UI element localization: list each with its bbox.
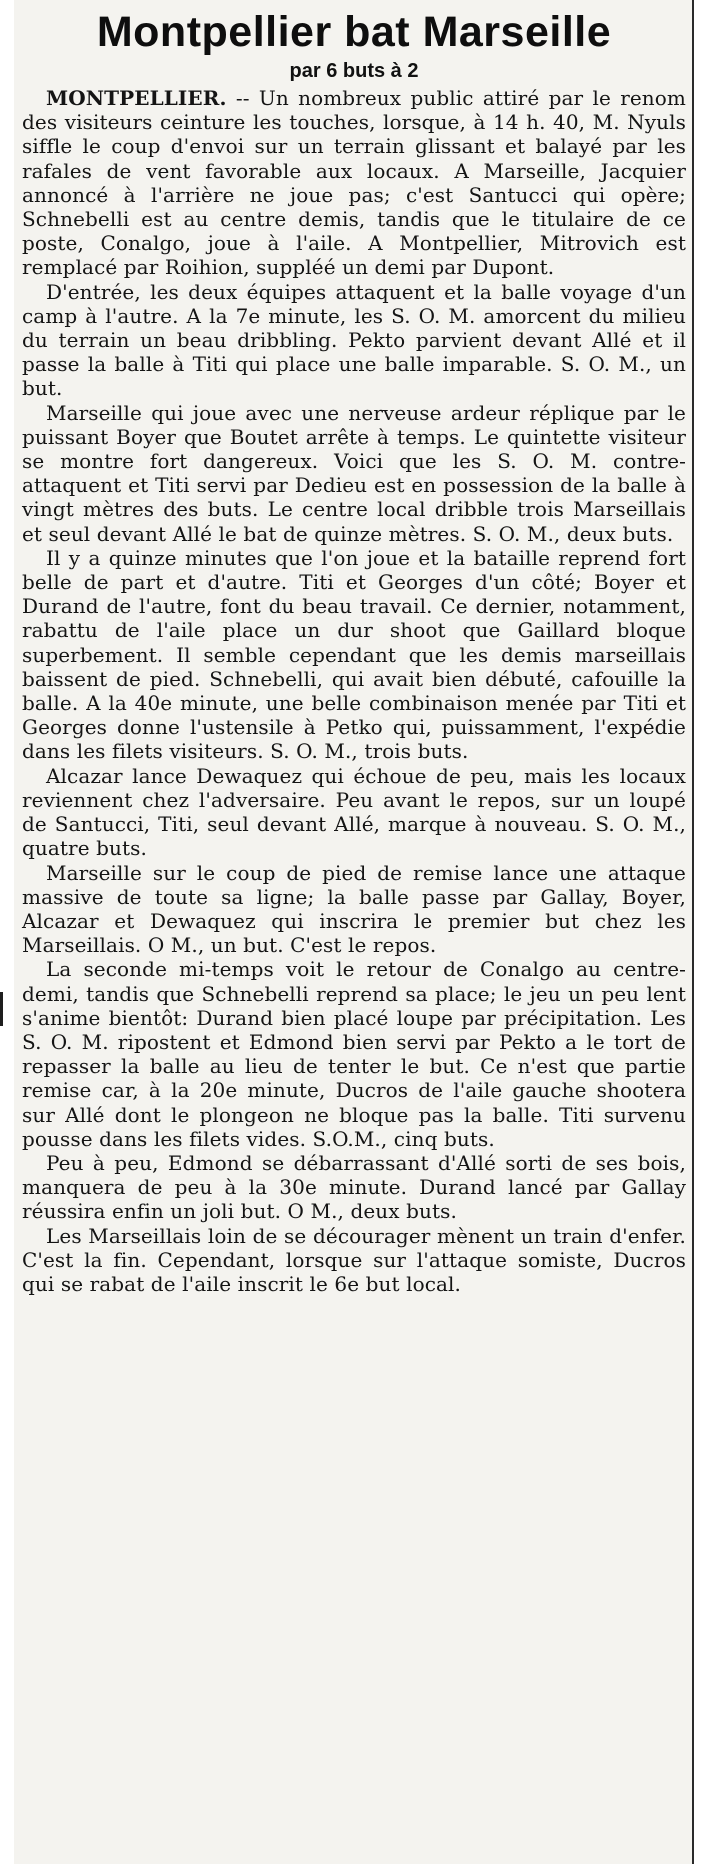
- article-paragraph: Marseille qui joue avec une nerveuse ardeur réplique par le puissant Boyer que Boutet arrête à temps. Le quintette visiteur se montre fort dangereux. Voici que les S. O. M. contre-attaquent et Titi servi par Dedieu est en possession de la balle à vingt mètres des buts. Le centre local dribble trois Marseillais et seul devant Allé le bat de quinze mètres. S. O. M., deux buts.: [22, 400, 686, 546]
- article-paragraph: La seconde mi-temps voit le retour de Conalgo au centre-demi, tandis que Schnebelli reprend sa place; le jeu un peu lent s'anime bientôt: Durand bien placé loupe par précipitation. Les S. O. M. ripostent et Edmond bien servi par Pekto a le tort de repasser la balle au lieu de tenter le but. Ce n'est que partie remise car, à la 20e minute, Ducros de l'aile gauche shootera sur Allé dont le plongeon ne bloque pas la balle. Titi survenu pousse dans les filets vides. S.O.M., cinq buts.: [22, 957, 686, 1151]
- article-paragraph: Il y a quinze minutes que l'on joue et la bataille reprend fort belle de part et d'autre. Titi et Georges d'un côté; Boyer et Durand de l'autre, font du beau travail. Ce dernier, notamment, rabattu de l'aile place un dur shoot que Gaillard bloque superbement. Il semble cependant que les demis marseillais baissent de pied. Schnebelli, qui avait bien débuté, cafouille la balle. A la 40e minute, une belle combinaison menée par Titi et Georges donne l'ustensile à Petko qui, puissamment, l'expédie dans les filets visiteurs. S. O. M., trois buts.: [22, 545, 686, 764]
- edge-mark: [0, 992, 3, 1026]
- article-paragraph: Alcazar lance Dewaquez qui échoue de peu, mais les locaux reviennent chez l'adversaire. Peu avant le repos, sur un loupé de Santucci, Titi, seul devant Allé, marque à nouveau. S. O. M., quatre buts.: [22, 763, 686, 861]
- column-rule-right: [692, 0, 694, 1864]
- paragraph-text: -- Un nombreux public attiré par le renom des visiteurs ceinture les touches, lorsque, à 14 h. 40, M. Nyuls siffle le coup d'envoi sur un terrain glissant et balayé par les rafales de vent favorable aux locaux. A Marseille, Jacquier annoncé à l'arrière ne joue pas; c'est Santucci qui opère; Schnebelli est au centre demis, tandis que le titulaire de ce poste, Conalgo, joue à l'aile. A Montpellier, Mitrovich est remplacé par Roihion, suppléé un demi par Dupont.: [22, 86, 686, 280]
- subhead: par 6 buts à 2: [289, 60, 419, 82]
- article-paragraph: Marseille sur le coup de pied de remise lance une attaque massive de toute sa ligne; la balle passe par Gallay, Boyer, Alcazar et Dewaquez qui inscrira le premier but chez les Marseillais. O M., un but. C'est le repos.: [22, 860, 686, 958]
- article-paragraph: [22, 86, 686, 280]
- dateline: MONTPELLIER.: [46, 86, 227, 110]
- article-paragraph: D'entrée, les deux équipes attaquent et la balle voyage d'un camp à l'autre. A la 7e minute, les S. O. M. amorcent du milieu du terrain un beau dribbling. Pekto parvient devant Allé et il passe la balle à Titi qui place une balle imparable. S. O. M., un but.: [22, 279, 686, 401]
- article-paragraph: Les Marseillais loin de se décourager mènent un train d'enfer. C'est la fin. Cependant, lorsque sur l'attaque somiste, Ducros qui se rabat de l'aile inscrit le 6e but local.: [22, 1223, 686, 1296]
- article-column: [14, 0, 694, 1864]
- headline: Montpellier bat Marseille: [96, 8, 612, 56]
- article-paragraph: Peu à peu, Edmond se débarrassant d'Allé sorti de ses bois, manquera de peu à la 30e minute. Durand lancé par Gallay réussira enfin un joli but. O M., deux buts.: [22, 1150, 686, 1224]
